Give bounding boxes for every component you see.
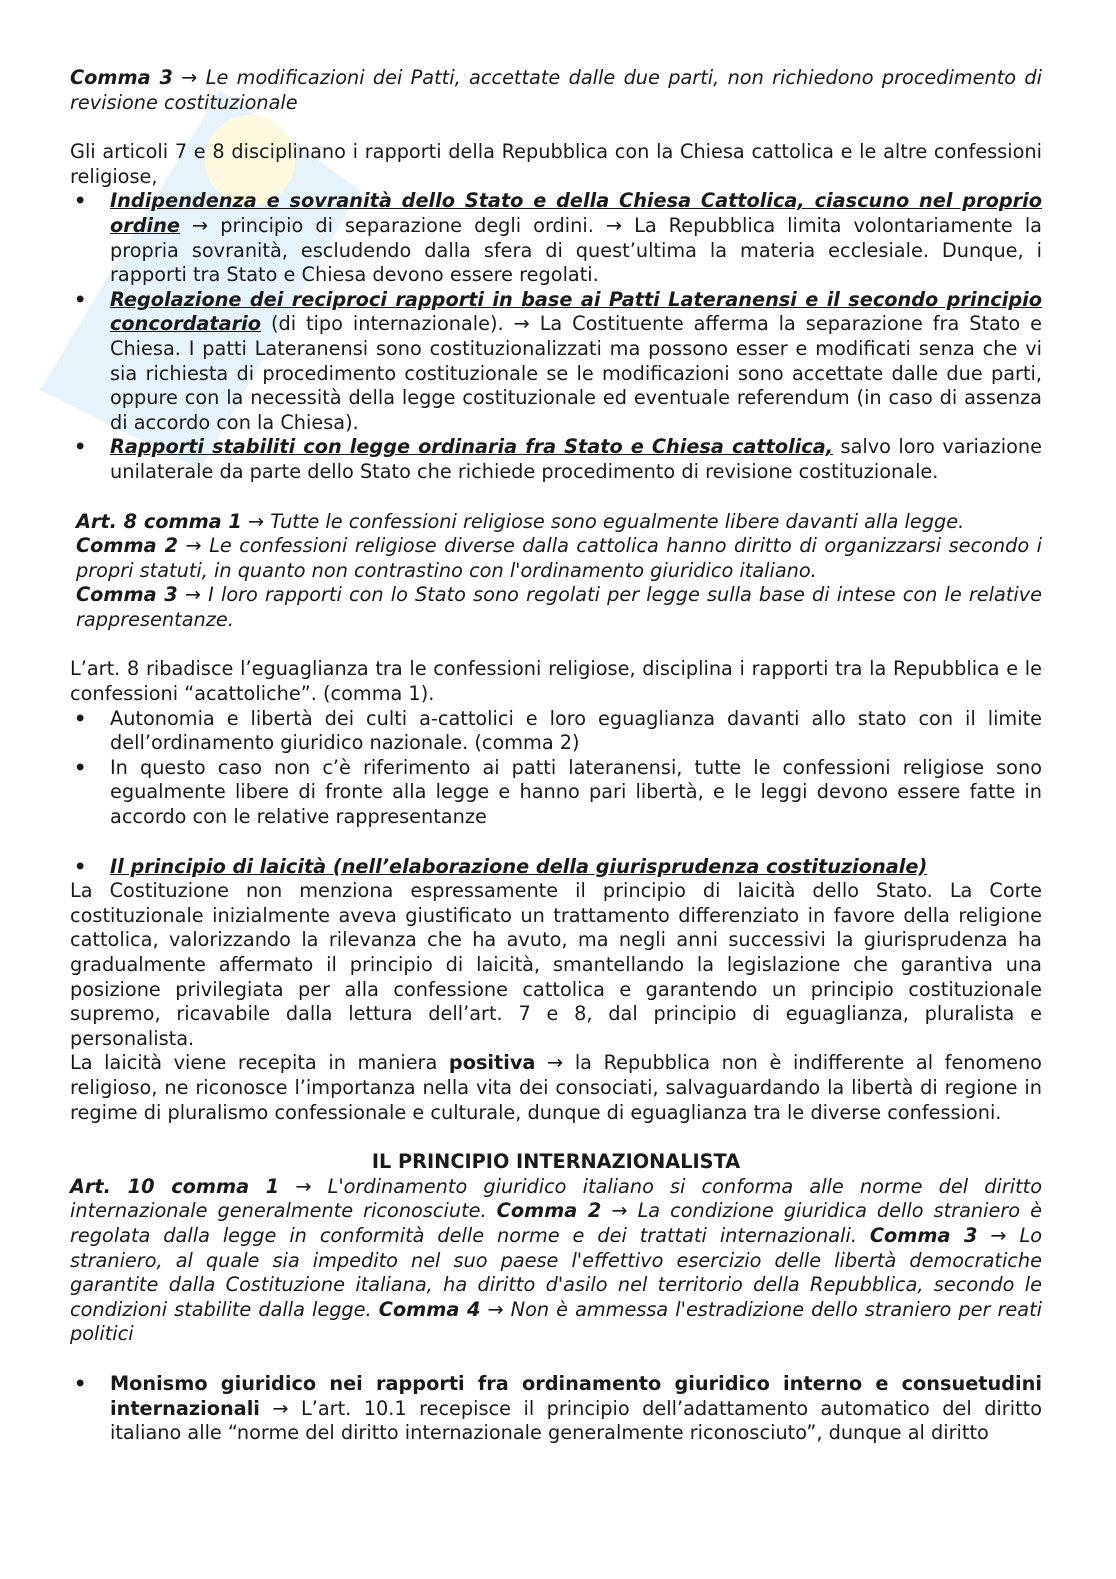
spacer xyxy=(70,1347,1042,1372)
comma-text: Tutte le confessioni religiose sono egualmente libere davanti alla legge. xyxy=(270,509,965,533)
laicita-title: Il principio di laicità (nell’elaborazione della giurisprudenza costituzionale) xyxy=(110,854,928,878)
comma-text: Lo straniero, al quale sia impedito nel suo paese l'effettivo esercizio delle libertà democratiche garantite dalla Costituzione italiana, ha diritto d'asilo nel territorio della Repubblica, secondo le condizioni stabilite dalla legge. xyxy=(70,1223,1042,1321)
comma-label: Comma 2 xyxy=(496,1199,602,1223)
comma-text: La condizione giuridica dello straniero è regolata dalla legge in conformità delle norme e dei trattati internazionali. xyxy=(70,1199,1043,1247)
art8-comma: Art. 8 comma 1 → Tutte le confessioni religiose sono egualmente libere davanti alla legge. xyxy=(76,509,965,533)
art8-quote xyxy=(70,510,1042,633)
laicita-paragraph-2: La laicità viene recepita in maniera positiva → la Repubblica non è indifferente al fenomeno religioso, ne riconosce l’importanza nella vita dei consociati, salvaguardando la libertà di regione in regime di pluralismo confessionale e culturale, dunque di eguaglianza tra le diverse confessioni. xyxy=(70,1051,1042,1124)
spacer xyxy=(70,485,1042,510)
item-text: principio di separazione degli ordini. xyxy=(220,213,594,237)
spacer xyxy=(70,115,1042,140)
intro-paragraph: Gli articoli 7 e 8 disciplinano i rapporti della Repubblica con la Chiesa cattolica e le altre confessioni religiose, xyxy=(70,140,1042,188)
spacer xyxy=(70,830,1042,855)
comma-text: L'ordinamento giuridico italiano si conforma alle norme del diritto internazionale generalmente riconosciute. xyxy=(70,1174,1042,1223)
list-item: • Monismo giuridico nei rapporti fra ordinamento giuridico interno e consuetudini internazionali → L’art. 10.1 recepisce il principio dell’adattamento automatico del diritto italiano alle “norme del diritto internazionale generalmente riconosciuto”, dunque al diritto xyxy=(70,1372,1042,1446)
monismo-text: L’art. 10.1 recepisce il principio dell’adattamento automatico del diritto italiano alle “norme del diritto internazionale generalmente riconosciuto”, dunque al diritto xyxy=(110,1396,1042,1445)
comma-text: Le modificazioni dei Patti, accettate dalle due parti, non richiedono procedimento di revisione costituzionale xyxy=(70,66,1042,114)
comma-label: Comma 2 xyxy=(76,534,179,558)
text: La laicità viene recepita in maniera xyxy=(70,1051,438,1075)
comma-label: Art. 8 comma 1 xyxy=(76,509,242,533)
item-text-2: La Repubblica limita volontariamente la propria sovranità, escludendo dalla sfera di quest’ultima la materia ecclesiale. Dunque, i rapporti tra Stato e Chiesa devono essere regolati. xyxy=(110,213,1042,287)
comma-label: Comma 3 xyxy=(76,583,178,607)
monismo-title: Monismo giuridico nei rapporti fra ordinamento giuridico interno e consuetudini internazionali xyxy=(110,1371,1042,1420)
list-item xyxy=(70,855,1042,880)
item-title: Indipendenza e sovranità dello Stato e della Chiesa Cattolica, ciascuno nel proprio ordine xyxy=(110,189,1042,237)
item-text: (di tipo internazionale). xyxy=(270,312,504,336)
comma-text: Le confessioni religiose diverse dalla cattolica hanno diritto di organizzarsi secondo i propri statuti, in quanto non contrastino con l'ordinamento giuridico italiano. xyxy=(76,534,1042,582)
bold-term: positiva xyxy=(448,1051,536,1075)
patti-comma-3: Comma 3 → Le modificazioni dei Patti, accettate dalle due parti, non richiedono procedimento di revisione costituzionale xyxy=(70,66,1042,114)
list-item: • Autonomia e libertà dei culti a-cattolici e loro eguaglianza davanti allo stato con il limite dell’ordinamento giuridico nazionale. (comma 2) xyxy=(70,707,1042,756)
document-page xyxy=(70,66,1042,1446)
art10-quote: Art. 10 comma 1 → L'ordinamento giuridico italiano si conforma alle norme del diritto internazionale generalmente riconosciute. Comma 2 → La condizione giuridica dello straniero è regolata dalla legge in conformità delle norme e dei trattati internazionali. Comma 3 → Lo straniero, al quale sia impedito nel suo paese l'effettivo esercizio delle libertà democratiche garantite dalla Costituzione italiana, ha diritto d'asilo nel territorio della Repubblica, secondo le condizioni stabilite dalla legge. Comma 4 → Non è ammessa l'estradizione dello straniero per reati politici xyxy=(70,1174,1043,1346)
laicita-list xyxy=(70,855,1042,880)
list-item: • In questo caso non c’è riferimento ai patti lateranensi, tutte le confessioni religiose sono egualmente libere di fronte alla legge e hanno pari libertà, e le leggi devono essere fatte in accordo con le relative rappresentanze xyxy=(70,756,1042,830)
comma-label: Comma 3 xyxy=(70,66,173,89)
item-text-2: La Costituente afferma la separazione fra Stato e Chiesa. I patti Lateranensi sono costituzionalizzati ma possono esser e modificati senza che vi sia richiesta di procedimento costituzionale se le modificazioni sono accettate dalle due parti, oppure con la necessità della legge costituzionale ed eventuale referendum (in caso di assenza di accordo con la Chiesa). xyxy=(110,312,1042,434)
art8-comma: Comma 2 → Le confessioni religiose diverse dalla cattolica hanno diritto di organizzarsi secondo i propri statuti, in quanto non contrastino con l'ordinamento giuridico italiano. xyxy=(76,534,1042,582)
art8-comma: Comma 3 → I loro rapporti con lo Stato sono regolati per legge sulla base di intese con le relative rappresentanze. xyxy=(76,583,1043,631)
comma-text: I loro rapporti con lo Stato sono regolati per legge sulla base di intese con le relative rappresentanze. xyxy=(76,583,1043,631)
item-text: salvo loro variazione unilaterale da parte dello Stato che richiede procedimento di revisione costituzionale. xyxy=(110,435,1042,483)
comma-text: Non è ammessa l'estradizione dello straniero per reati politici xyxy=(70,1297,1043,1346)
comma-label: Comma 3 xyxy=(869,1223,978,1247)
principles-list xyxy=(70,189,1042,484)
list-item xyxy=(70,435,1042,484)
section-heading: IL PRINCIPIO INTERNAZIONALISTA xyxy=(371,1150,741,1174)
item-title: Rapporti stabiliti con legge ordinaria fra Stato e Chiesa cattolica, xyxy=(110,435,834,459)
monismo-list xyxy=(70,1372,1042,1446)
list-item: • Regolazione dei reciproci rapporti in base ai Patti Lateranensi e il secondo principio concordatario (di tipo internazionale). → La Costituente afferma la separazione fra Stato e Chiesa. I patti Lateranensi sono costituzionalizzati ma possono esser e modificati senza che vi sia richiesta di procedimento costituzionale se le modificazioni sono accettate dalle due parti, oppure con la necessità della legge costituzionale ed eventuale referendum (in caso di assenza di accordo con la Chiesa). xyxy=(70,288,1042,436)
comma-label: Art. 10 comma 1 xyxy=(70,1174,280,1198)
art8-commentary: L’art. 8 ribadisce l’eguaglianza tra le confessioni religiose, disciplina i rapporti tra la Repubblica e le confessioni “acattoliche”. (comma 1). xyxy=(70,657,1042,706)
art8-list xyxy=(70,707,1042,830)
laicita-paragraph: La Costituzione non menziona espressamente il principio di laicità dello Stato. La Corte costituzionale inizialmente aveva giustificato un trattamento differenziato in favore della religione cattolica, valorizzando la rilevanza che ha avuto, ma negli anni successivi la giurisprudenza ha gradualmente affermato il principio di laicità, smantellando la legislazione che garantiva una posizione privilegiata per alla confessione cattolica e garantendo un principio costituzionale supremo, ricavabile dalla lettura dell’art. 7 e 8, dal principio di eguaglianza, pluralista e personalista. xyxy=(70,879,1042,1050)
list-item: • Indipendenza e sovranità dello Stato e della Chiesa Cattolica, ciascuno nel proprio ordine → principio di separazione degli ordini. → La Repubblica limita volontariamente la propria sovranità, escludendo dalla sfera di quest’ultima la materia ecclesiale. Dunque, i rapporti tra Stato e Chiesa devono essere regolati. xyxy=(70,189,1042,287)
item-title: Regolazione dei reciproci rapporti in base ai Patti Lateranensi e il secondo principio concordatario xyxy=(110,287,1042,336)
text: la Repubblica non è indifferente al fenomeno religioso, ne riconosce l’importanza nella vita dei consociati, salvaguardando la libertà di regione in regime di pluralismo confessionale e culturale, dunque di eguaglianza tra le diverse confessioni. xyxy=(70,1051,1042,1124)
comma-label: Comma 4 xyxy=(378,1297,481,1321)
spacer xyxy=(70,632,1042,657)
spacer xyxy=(70,1125,1042,1150)
